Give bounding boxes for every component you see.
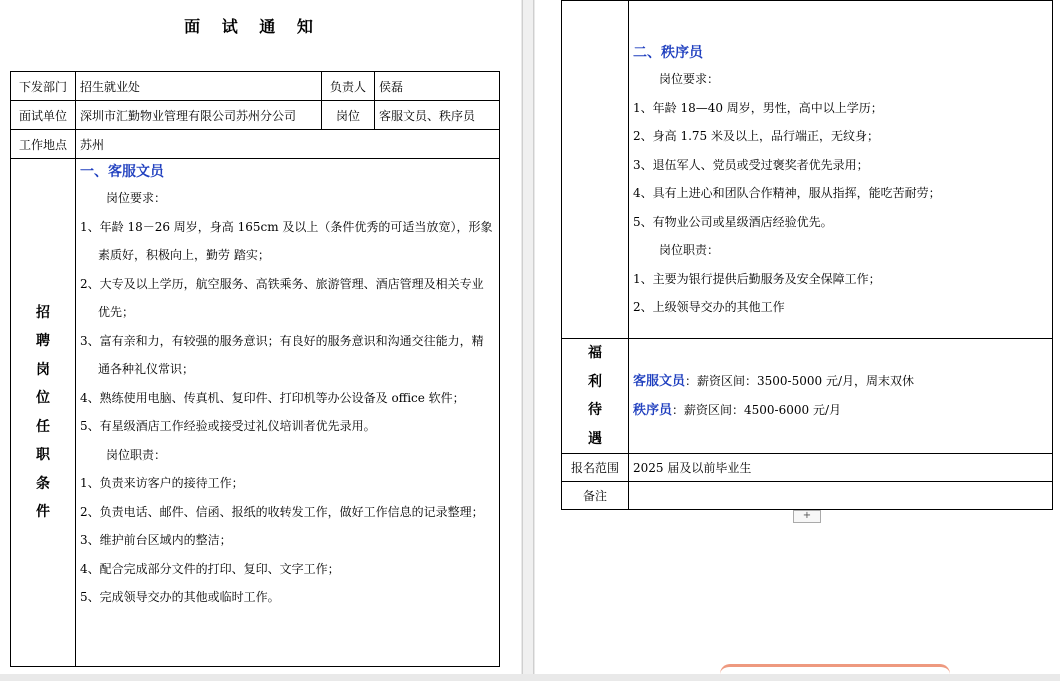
list-item: 4、熟练使用电脑、传真机、复印件、打印机等办公设备及 office 软件； — [80, 390, 465, 405]
list-item: 1、年龄 18－26 周岁，身高 165cm 及以上（条件优秀的可适当放宽），形象素质好，积极向上，勤劳 踏实； — [80, 219, 493, 262]
list-item: 5、有星级酒店工作经验或接受过礼仪培训者优先录用。 — [80, 419, 376, 433]
dept-label: 下发部门 — [11, 72, 76, 101]
benefit-role: 客服文员 — [633, 373, 686, 389]
document-title: 面 试 通 知 — [184, 17, 321, 36]
company-value: 深圳市汇勤物业管理有限公司苏州分公司 — [76, 101, 322, 130]
label-char: 招 — [36, 304, 50, 321]
table-row — [11, 130, 500, 159]
document-page-left — [0, 0, 521, 674]
scope-value: 2025 届及以前毕业生 — [629, 454, 1053, 482]
benefit-text: ：薪资区间：3500-5000 元/月，周末双休 — [685, 373, 915, 388]
recruit-conditions-label — [11, 159, 76, 667]
recruit-conditions-content-continued — [629, 1, 1053, 339]
benefit-item — [633, 396, 1048, 426]
label-char: 遇 — [588, 430, 602, 447]
list-item: 1、主要为银行提供后勤服务及安全保障工作； — [633, 271, 881, 286]
contact-value: 侯磊 — [375, 72, 500, 101]
list-item: 1、年龄 18—40 周岁，男性，高中以上学历； — [633, 100, 883, 115]
benefits-content — [629, 339, 1053, 454]
scope-label: 报名范围 — [562, 454, 629, 482]
benefit-text: ：薪资区间：4500-6000 元/月 — [672, 403, 842, 417]
duties-title: 岗位职责： — [659, 243, 720, 257]
section-heading: 一、客服文员 — [80, 164, 164, 180]
page-gap-scroll-area[interactable] — [522, 0, 534, 674]
company-label: 面试单位 — [11, 101, 76, 130]
list-item: 3、退伍军人、党员或受过褒奖者优先录用； — [633, 157, 869, 172]
list-item: 2、负责电话、邮件、信函、报纸的收转发工作，做好工作信息的记录整理； — [80, 504, 484, 519]
list-item: 5、完成领导交办的其他或临时工作。 — [80, 590, 280, 604]
document-page-right — [535, 0, 1060, 674]
recruit-conditions-content — [76, 159, 500, 667]
interview-form-table-continued — [561, 0, 1053, 510]
section-heading: 二、秩序员 — [633, 45, 703, 61]
list-item: 5、有物业公司或星级酒店经验优先。 — [633, 214, 833, 229]
contact-label: 负责人 — [322, 72, 375, 101]
label-char: 条 — [36, 475, 50, 492]
list-item: 4、配合完成部分文件的打印、复印、文字工作； — [80, 561, 340, 576]
list-item: 3、维护前台区域内的整洁； — [80, 533, 232, 547]
table-row — [11, 72, 500, 101]
location-label: 工作地点 — [11, 130, 76, 159]
label-char: 待 — [588, 402, 602, 418]
benefits-label — [562, 339, 629, 454]
dept-value: 招生就业处 — [76, 72, 322, 101]
requirements-title: 岗位要求： — [659, 72, 720, 86]
interview-form-table — [10, 71, 500, 667]
label-char: 利 — [588, 373, 602, 390]
list-item: 2、身高 1.75 米及以上，品行端正，无纹身； — [633, 129, 879, 143]
label-char: 位 — [36, 390, 50, 406]
label-char: 任 — [36, 418, 50, 435]
table-row — [562, 454, 1053, 482]
label-char: 职 — [36, 447, 50, 463]
requirements-title: 岗位要求： — [106, 191, 167, 205]
label-char: 聘 — [36, 333, 50, 349]
table-row — [562, 1, 1053, 339]
benefit-role: 秩序员 — [633, 403, 673, 418]
label-char: 件 — [36, 504, 50, 520]
label-char: 福 — [588, 345, 602, 361]
position-value: 客服文员、秩序员 — [375, 101, 500, 130]
list-item: 2、大专及以上学历，航空服务、高铁乘务、旅游管理、酒店管理及相关专业优先； — [80, 276, 484, 319]
table-row — [11, 159, 500, 667]
position-label: 岗位 — [322, 101, 375, 130]
list-item: 1、负责来访客户的接待工作； — [80, 476, 244, 490]
duties-title: 岗位职责： — [106, 447, 167, 462]
list-item: 3、富有亲和力，有较强的服务意识；有良好的服务意识和沟通交往能力，精通各种礼仪常识； — [80, 333, 484, 376]
table-row — [562, 339, 1053, 454]
location-value: 苏州 — [76, 130, 500, 159]
list-item: 2、上级领导交办的其他工作 — [633, 300, 785, 314]
label-char: 岗 — [36, 361, 50, 378]
decorative-shape — [720, 664, 950, 681]
add-row-button[interactable]: + — [793, 510, 821, 523]
table-row — [11, 101, 500, 130]
remarks-label: 备注 — [562, 482, 629, 510]
table-row — [562, 482, 1053, 510]
recruit-label-continued — [562, 1, 629, 339]
remarks-value[interactable] — [629, 482, 1053, 510]
benefit-item — [633, 367, 1048, 397]
list-item: 4、具有上进心和团队合作精神，服从指挥，能吃苦耐劳； — [633, 186, 941, 200]
